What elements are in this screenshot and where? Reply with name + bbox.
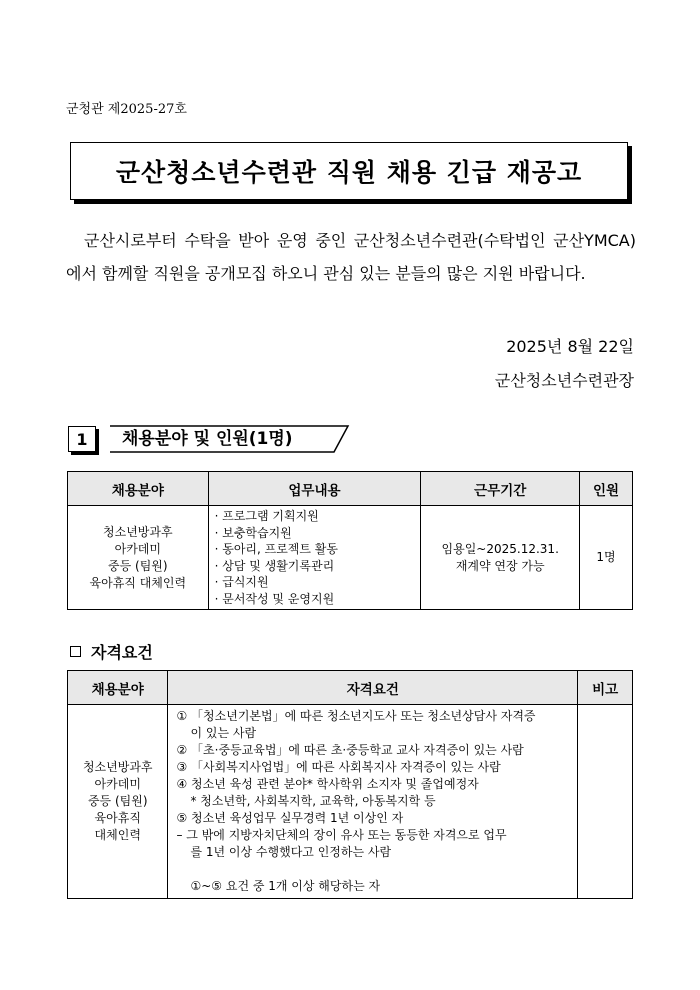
header-period: 근무기간 — [421, 472, 580, 506]
duty-item: · 동아리, 프로젝트 활동 — [214, 542, 338, 556]
qualification-summary: ①~⑤ 요건 중 1개 이상 해당하는 자 — [190, 879, 381, 893]
table-header-row — [68, 472, 633, 506]
qualification-item: – 그 밖에 지방자치단체의 장이 유사 또는 동등한 자격으로 업무 — [176, 828, 507, 842]
header-field: 채용분야 — [68, 671, 168, 705]
intro-text: 군산시로부터 수탁을 받아 운영 중인 군산청소년수련관(수탁법인 군산YMCA)에서 함께할 직원을 공개모집 하오니 관심 있는 분들의 많은 지원 바랍니다. — [66, 231, 636, 283]
duties-cell — [208, 506, 421, 610]
field-line: 아카데미 — [94, 777, 141, 791]
section-title: 채용분야 및 인원(1명) — [122, 429, 293, 449]
header-count: 인원 — [580, 472, 633, 506]
document-number: 군청관 제2025-27호 — [66, 102, 187, 117]
qualification-item: ① 「청소년기본법」에 따른 청소년지도사 또는 청소년상담사 자격증 — [176, 709, 536, 723]
header-duties: 업무내용 — [208, 472, 421, 506]
recruitment-table — [67, 471, 633, 610]
note-cell — [578, 705, 633, 899]
field-cell — [68, 705, 168, 899]
qualification-item: ③ 「사회복지사업법」에 따른 사회복지사 자격증이 있는 사람 — [176, 760, 501, 774]
qualifications-table — [67, 670, 633, 899]
table-header-row — [68, 671, 633, 705]
field-line: 육아휴직 대체인력 — [89, 575, 187, 590]
header-note: 비고 — [578, 671, 633, 705]
field-line: 육아휴직 — [94, 811, 141, 825]
period-cell — [421, 506, 580, 610]
field-line: 아카데미 — [114, 541, 161, 556]
duty-item: · 문서작성 및 운영지원 — [214, 591, 335, 606]
table-row — [68, 705, 633, 899]
field-line: 대체인력 — [94, 828, 141, 842]
page-title: 군산청소년수련관 직원 채용 긴급 재공고 — [70, 142, 628, 200]
duty-item: · 상담 및 생활기록관리 — [214, 558, 335, 573]
intro-paragraph — [66, 224, 636, 290]
qualification-footnote: * 청소년학, 사회복지학, 교육학, 아동복지학 등 — [190, 794, 436, 808]
issuer-name: 군산청소년수련관장 — [494, 371, 634, 390]
period-line: 재계약 연장 가능 — [455, 558, 545, 573]
announcement-date: 2025년 8월 22일 — [506, 337, 634, 356]
spacer — [176, 861, 569, 878]
qualification-item-continued: 를 1년 이상 수행했다고 인정하는 사람 — [190, 845, 392, 859]
qualification-item: ② 「초·중등교육법」에 따른 초·중등학교 교사 자격증이 있는 사람 — [176, 743, 524, 757]
field-line: 청소년방과후 — [103, 524, 173, 539]
section-title-box — [110, 425, 323, 453]
qualification-item: ⑤ 청소년 육성업무 실무경력 1년 이상인 자 — [176, 811, 404, 825]
duty-item: · 프로그램 기획지원 — [214, 509, 319, 523]
qualification-item-continued: 이 있는 사람 — [190, 726, 257, 740]
qualifications-cell — [168, 705, 578, 899]
count-cell: 1명 — [580, 506, 633, 610]
qualifications-heading — [70, 640, 153, 663]
duty-item: · 보충학습지원 — [214, 525, 292, 540]
qualification-item: ④ 청소년 육성 관련 분야* 학사학위 소지자 및 졸업예정자 — [176, 777, 479, 791]
duty-item: · 급식지원 — [214, 575, 269, 589]
square-bullet-icon — [70, 646, 81, 657]
field-cell — [68, 506, 209, 610]
field-line: 중등 (팀원) — [108, 558, 168, 573]
header-field: 채용분야 — [68, 472, 209, 506]
table-row — [68, 506, 633, 610]
qualifications-heading-text: 자격요건 — [91, 643, 153, 662]
section-number: 1 — [68, 426, 96, 452]
field-line: 중등 (팀원) — [87, 794, 148, 808]
period-line: 임용일~2025.12.31. — [441, 541, 559, 556]
section-1-heading — [68, 425, 323, 453]
field-line: 청소년방과후 — [82, 760, 153, 774]
header-qualifications: 자격요건 — [168, 671, 578, 705]
